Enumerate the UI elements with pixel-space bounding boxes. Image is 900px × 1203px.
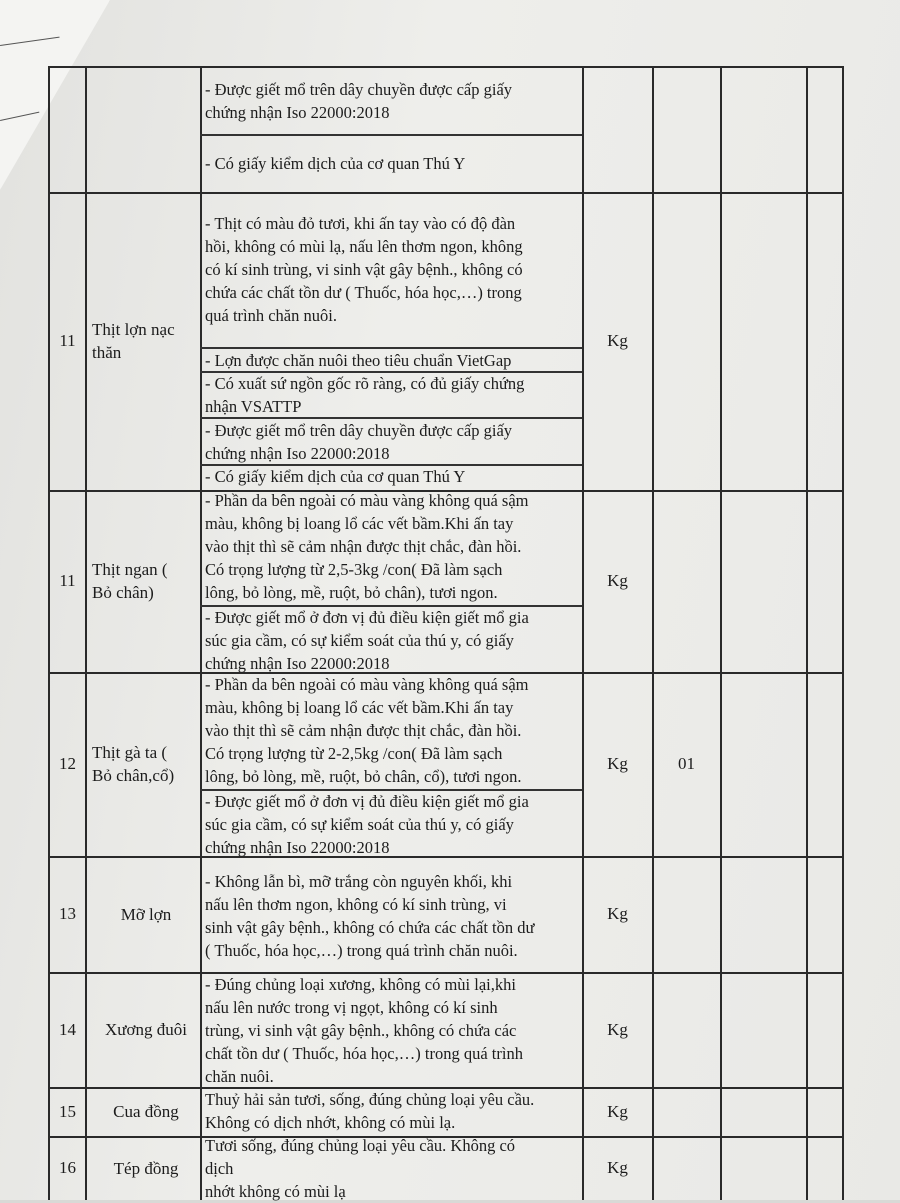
- unit-cell: Kg: [607, 1019, 628, 1039]
- unit-cell: Kg: [607, 1158, 628, 1177]
- table-column-line: [842, 66, 844, 1200]
- table-row-line: [48, 66, 844, 68]
- row-number: 11: [59, 331, 76, 350]
- item-name: Xương đuôi: [105, 1020, 187, 1039]
- table-column-line: [806, 66, 808, 1200]
- table-row-line: [48, 192, 844, 194]
- criteria-text: - Đúng chủng loại xương, không có mùi lại,khi nấu lên nước trong vị ngọt, không có kí sinh trùng, vi sinh vật gây bệnh., không có chứa các chất tồn dư ( Thuốc, hóa học,…) trong quá trình chăn nuôi.: [205, 975, 523, 1086]
- unit-cell: Kg: [607, 1101, 628, 1121]
- criteria-text: - Được giết mổ trên dây chuyền được cấp giấy chứng nhận Iso 22000:2018: [205, 421, 513, 463]
- table-column-line: [652, 66, 654, 1200]
- item-name: Thịt lợn nạc thăn: [92, 320, 175, 362]
- criteria-text: - Có giấy kiểm dịch của cơ quan Thú Y: [205, 467, 466, 486]
- criteria-text: - Được giết mổ ở đơn vị đủ điều kiện giết mổ gia súc gia cầm, có sự kiểm soát của thú y, có giấy chứng nhận Iso 22000:2018: [205, 608, 529, 673]
- row-number: 14: [59, 1019, 76, 1039]
- criteria-text: Tươi sống, đúng chủng loại yêu cầu. Không có dịch nhớt không có mùi lạ: [205, 1136, 516, 1201]
- item-name: Mỡ lợn: [120, 904, 172, 924]
- item-name: Tép đồng: [113, 1158, 179, 1178]
- unit-cell: Kg: [607, 571, 628, 590]
- row-number: 13: [59, 904, 76, 923]
- table-column-line: [720, 66, 722, 1200]
- criteria-text: - Được giết mổ ở đơn vị đủ điều kiện giết mổ gia súc gia cầm, có sự kiểm soát của thú y, có giấy chứng nhận Iso 22000:2018: [205, 792, 529, 857]
- criteria-text: - Không lẫn bì, mỡ trắng còn nguyên khối, khi nấu lên thơm ngon, không có kí sinh trùng, vi sinh vật gây bệnh., không có chứa các chất tồn dư ( Thuốc, hóa học,…) trong quá trình chăn nuôi.: [205, 872, 535, 960]
- row-number: 16: [59, 1158, 76, 1177]
- criteria-text: - Có giấy kiểm dịch của cơ quan Thú Y: [205, 154, 466, 173]
- criteria-text: Thuỷ hải sản tươi, sống, đúng chủng loại yêu cầu. Không có dịch nhớt, không có mùi lạ.: [205, 1090, 535, 1132]
- criteria-text: - Phần da bên ngoài có màu vàng không quá sậm màu, không bị loang lổ các vết bầm.Khi ấn tay vào thịt thì sẽ cảm nhận được thịt chắc, đàn hồi. Có trọng lượng từ 2-2,5kg /con( Đã làm sạch lông, bỏ lòng, mề, ruột, bỏ chân, cổ), tươi ngon.: [205, 675, 529, 786]
- item-name: Thịt gà ta ( Bỏ chân,cổ): [92, 743, 175, 785]
- criteria-text: - Phần da bên ngoài có màu vàng không quá sậm màu, không bị loang lổ các vết bầm.Khi ấn tay vào thịt thì sẽ cảm nhận được thịt chắc, đàn hồi. Có trọng lượng từ 2,5-3kg /con( Đã làm sạch lông, bỏ lòng, mề, ruột, bỏ chân), tươi ngon.: [205, 491, 529, 602]
- unit-cell: Kg: [607, 904, 628, 923]
- table-column-line: [85, 66, 87, 1200]
- unit-cell: Kg: [607, 331, 628, 350]
- unit-cell: Kg: [607, 754, 628, 773]
- criteria-text: - Được giết mổ trên dây chuyền được cấp giấy chứng nhận Iso 22000:2018: [205, 80, 513, 122]
- item-name: Thịt ngan ( Bỏ chân): [92, 560, 168, 602]
- item-name: Cua đồng: [113, 1102, 179, 1121]
- row-number: 15: [59, 1101, 76, 1121]
- row-number: 12: [59, 754, 76, 773]
- quantity-cell: 01: [678, 754, 695, 773]
- criteria-text: - Có xuất sứ ngồn gốc rõ ràng, có đủ giấy chứng nhận VSATTP: [205, 374, 525, 416]
- row-number: 11: [59, 571, 76, 590]
- criteria-divider-line: [200, 134, 582, 136]
- criteria-text: - Thịt có màu đỏ tươi, khi ấn tay vào có độ đàn hồi, không có mùi lạ, nấu lên thơm ngon, không có kí sinh trùng, vi sinh vật gây bệnh., không có chứa các chất tồn dư ( Thuốc, hóa học,…) trong quá trình chăn nuôi.: [205, 214, 523, 325]
- criteria-text: - Lợn được chăn nuôi theo tiêu chuẩn VietGap: [205, 351, 512, 370]
- table-column-line: [200, 66, 202, 1200]
